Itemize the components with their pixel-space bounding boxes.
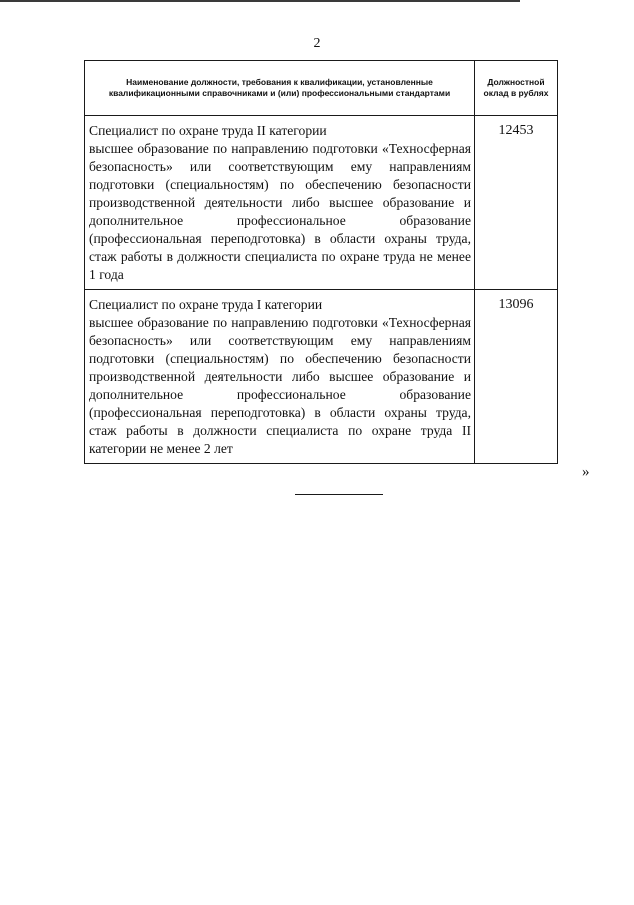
salary-table (84, 60, 558, 464)
header-position-name: Наименование должности, требования к квалификации, установленные квалификационными справочниками и (или) профессиональными стандартами (85, 61, 475, 116)
header-salary: Должностной оклад в рублях (475, 61, 558, 116)
position-title: Специалист по охране труда II категории (89, 123, 327, 138)
position-requirements: высшее образование по направлению подготовки «Техносферная безопасность» или соответствующим ему направлениям подготовки (специальностям) по обеспечению безопасности производственной деятельности либо высшее образование и дополнительное профессиональное образование (профессиональная переподготовка) в области охраны труда, стаж работы в должности специалиста по охране труда не менее 1 года (89, 141, 471, 282)
closing-quote: » (582, 464, 590, 480)
salary-value: 12453 (475, 116, 558, 290)
position-requirements: высшее образование по направлению подготовки «Техносферная безопасность» или соответствующим ему направлениям подготовки (специальностям) по обеспечению безопасности производственной деятельности либо высшее образование и дополнительное профессиональное образование (профессиональная переподготовка) в области охраны труда, стаж работы в должности специалиста по охране труда II категории не менее 2 лет (89, 315, 471, 456)
position-cell (85, 290, 475, 464)
position-title: Специалист по охране труда I категории (89, 297, 323, 312)
page-number: 2 (313, 36, 321, 51)
table-row (85, 116, 558, 290)
position-cell (85, 116, 475, 290)
salary-value: 13096 (475, 290, 558, 464)
table-row (85, 290, 558, 464)
end-of-section-rule (295, 494, 383, 495)
table-header-row (85, 61, 558, 116)
top-scan-rule (0, 0, 520, 2)
